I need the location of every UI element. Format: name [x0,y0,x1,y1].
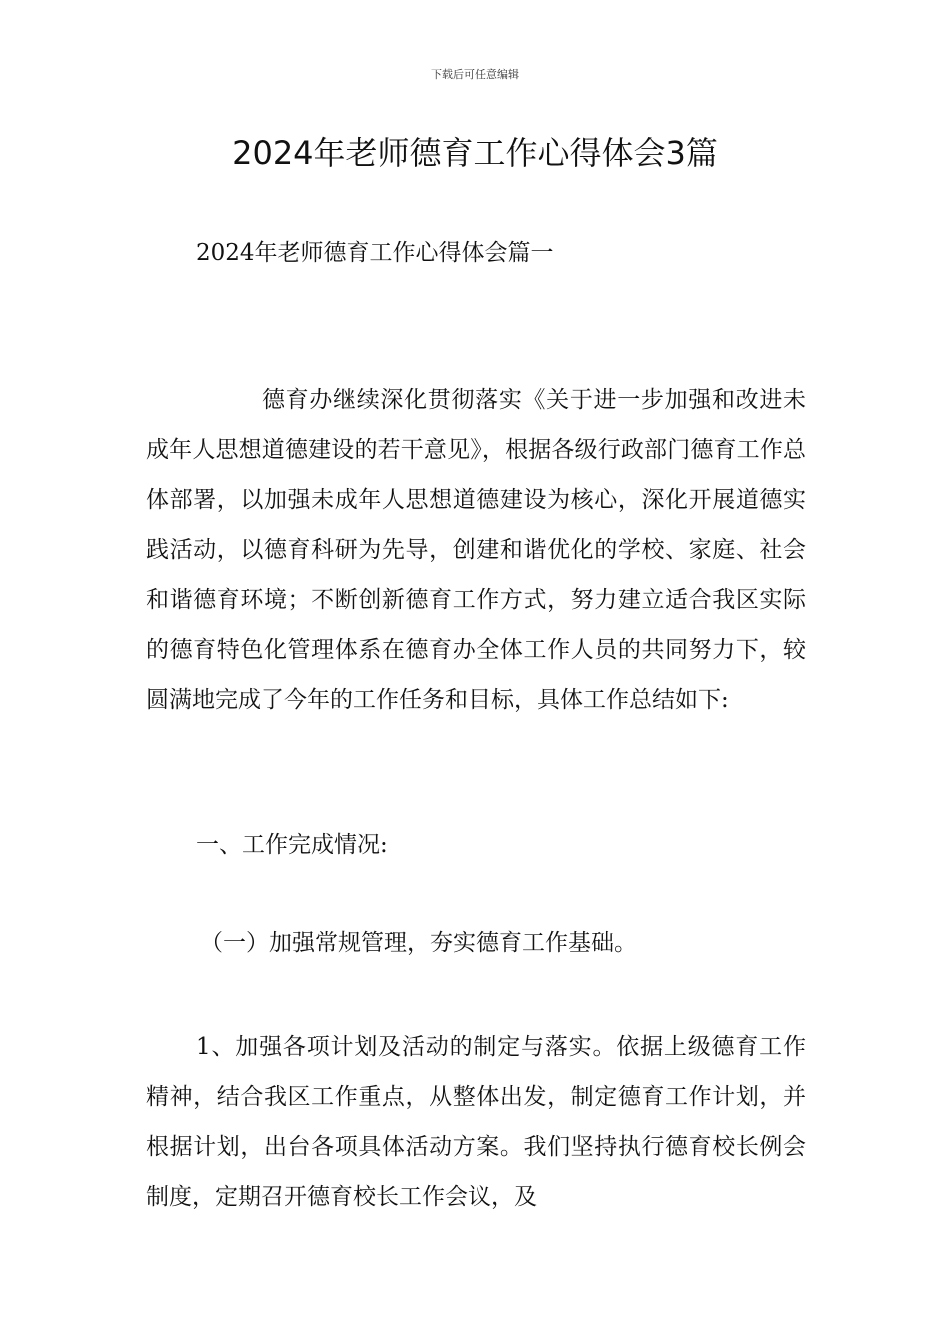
intro-paragraph: 德育办继续深化贯彻落实《关于进一步加强和改进未成年人思想道德建设的若干意见》，根据各级行政部门德育工作总体部署，以加强未成年人思想道德建设为核心，深化开展道德实践活动，以德育科研为先导，创建和谐优化的学校、家庭、社会和谐德育环境；不断创新德育工作方式，努力建立适合我区实际的德育特色化管理体系在德育办全体工作人员的共同努力下，较圆满地完成了今年的工作任务和目标，具体工作总结如下: [146,387,806,713]
article-subtitle: 2024年老师德育工作心得体会篇一 [196,240,554,266]
document-title: 2024年老师德育工作心得体会3篇 [232,134,718,172]
item-paragraph-1: 1、加强各项计划及活动的制定与落实。依据上级德育工作精神，结合我区工作重点，从整体出发，制定德育工作计划，并根据计划，出台各项具体活动方案。我们坚持执行德育校长例会制度，定期召开德育校长工作会议，及 [146,1034,806,1210]
page-header-note: 下载后可任意编辑 [431,68,519,81]
subsection-heading: （一）加强常规管理，夯实德育工作基础。 [200,930,637,956]
section-heading: 一、工作完成情况: [196,832,388,858]
